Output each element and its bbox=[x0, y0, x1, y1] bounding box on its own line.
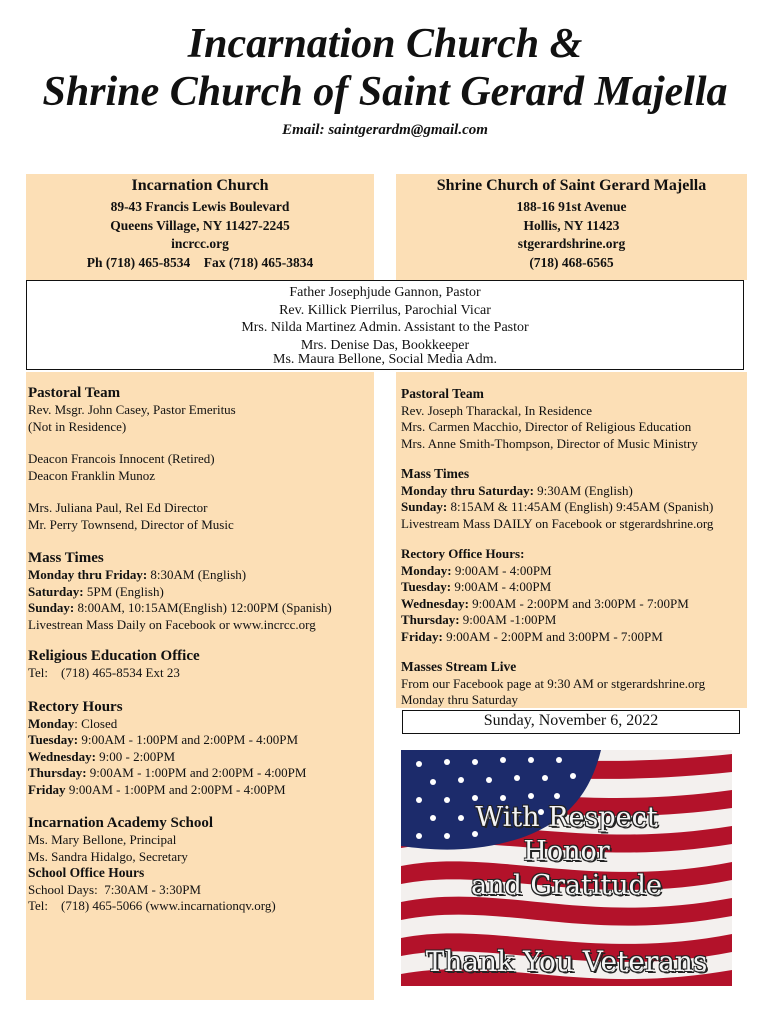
staff-line: Mrs. Nilda Martinez Admin. Assistant to the Pastor bbox=[241, 320, 529, 335]
left-mass-title: Mass Times bbox=[28, 550, 104, 566]
left-mass-sunday-value: 8:00AM, 10:15AM(English) 12:00PM (Spanish) bbox=[74, 600, 332, 615]
right-mass-weekday bbox=[401, 483, 747, 500]
right-mass-weekday-label: Monday thru Saturday: bbox=[401, 482, 534, 498]
left-mass-saturday-label: Saturday: bbox=[28, 583, 84, 599]
academy-tel: Tel: (718) 465-5066 (www.incarnationqv.org) bbox=[28, 898, 276, 913]
incarnation-contact-panel bbox=[26, 174, 374, 280]
left-pastoral-line: Mr. Perry Townsend, Director of Music bbox=[28, 516, 234, 532]
left-pastoral-line: Mrs. Juliana Paul, Rel Ed Director bbox=[28, 500, 208, 515]
right-rectory-wednesday bbox=[401, 596, 747, 613]
bulletin-date: Sunday, November 6, 2022 bbox=[402, 710, 740, 734]
right-rectory-monday bbox=[401, 563, 747, 580]
right-pastoral-line: Mrs. Carmen Macchio, Director of Religious Education bbox=[401, 419, 692, 434]
left-rectory-wednesday-label: Wednesday: bbox=[28, 748, 96, 764]
left-mass-saturday-value: 5PM (English) bbox=[83, 583, 164, 599]
right-rectory-monday-value: 9:00AM - 4:00PM bbox=[451, 562, 552, 578]
left-rectory-wednesday bbox=[28, 749, 374, 766]
right-mass-livestream: Livestream Mass DAILY on Facebook or stgerardshrine.org bbox=[401, 515, 714, 531]
shrine-phone: (718) 468-6565 bbox=[529, 254, 614, 270]
left-rectory-tuesday bbox=[28, 732, 374, 749]
flag-text-line-3: and Gratitude bbox=[471, 870, 662, 901]
right-pastoral-line: Mrs. Anne Smith-Thompson, Director of Music Ministry bbox=[401, 435, 698, 451]
incarnation-website: incrcc.org bbox=[171, 236, 229, 251]
page-title-line-1: Incarnation Church & bbox=[187, 21, 583, 67]
right-pastoral-line: Rev. Joseph Tharackal, In Residence bbox=[401, 402, 592, 418]
left-pastoral-title: Pastoral Team bbox=[28, 385, 121, 401]
left-rectory-monday bbox=[28, 716, 374, 733]
left-rectory-thursday bbox=[28, 765, 374, 782]
right-rectory-friday bbox=[401, 629, 747, 646]
left-rectory-friday-label: Friday bbox=[28, 781, 66, 797]
shared-staff-box bbox=[26, 280, 744, 370]
page-title-line-2: Shrine Church of Saint Gerard Majella bbox=[42, 69, 728, 115]
incarnation-details-panel bbox=[26, 372, 374, 1000]
left-mass-sunday bbox=[28, 600, 374, 617]
right-rectory-monday-label: Monday: bbox=[401, 562, 452, 578]
incarnation-name: Incarnation Church bbox=[131, 177, 269, 194]
left-rectory-tuesday-label: Tuesday: bbox=[28, 732, 79, 747]
left-rectory-title: Rectory Hours bbox=[28, 698, 123, 715]
left-rectory-monday-label: Monday bbox=[28, 715, 75, 731]
left-pastoral-line: Rev. Msgr. John Casey, Pastor Emeritus bbox=[28, 402, 236, 417]
stream-title: Masses Stream Live bbox=[401, 659, 517, 674]
right-rectory-tuesday-value: 9:00AM - 4:00PM bbox=[451, 579, 552, 594]
right-rectory-friday-value: 9:00AM - 2:00PM and 3:00PM - 7:00PM bbox=[442, 628, 663, 644]
left-rectory-monday-value: : Closed bbox=[74, 715, 118, 731]
right-rectory-tuesday-label: Tuesday: bbox=[401, 579, 452, 594]
shrine-address-line-1: 188-16 91st Avenue bbox=[516, 199, 627, 214]
right-rectory-tuesday bbox=[401, 579, 747, 596]
right-mass-sunday-value: 8:15AM & 11:45AM (English) 9:45AM (Spanish) bbox=[447, 499, 714, 514]
right-pastoral-title: Pastoral Team bbox=[401, 386, 484, 401]
left-rectory-friday-value: 9:00AM - 1:00PM and 2:00PM - 4:00PM bbox=[65, 781, 286, 797]
right-mass-sunday-label: Sunday: bbox=[401, 499, 448, 514]
shrine-website: stgerardshrine.org bbox=[517, 236, 626, 251]
right-mass-sunday bbox=[401, 499, 747, 516]
flag-text-line-4: Thank You Veterans bbox=[425, 945, 708, 978]
flag-text-line-2: Honor bbox=[523, 836, 610, 867]
staff-line: Ms. Maura Bellone, Social Media Adm. bbox=[273, 352, 497, 367]
shrine-contact-panel bbox=[396, 174, 747, 280]
staff-line: Rev. Killick Pierrilus, Parochial Vicar bbox=[279, 302, 491, 318]
left-rectory-thursday-label: Thursday: bbox=[28, 765, 87, 780]
academy-days: School Days: 7:30AM - 3:30PM bbox=[28, 881, 201, 897]
left-rectory-tuesday-value: 9:00AM - 1:00PM and 2:00PM - 4:00PM bbox=[78, 732, 299, 747]
staff-line: Mrs. Denise Das, Bookkeeper bbox=[300, 337, 470, 353]
academy-title: Incarnation Academy School bbox=[28, 815, 214, 831]
shrine-address-line-2: Hollis, NY 11423 bbox=[523, 217, 620, 233]
right-rectory-friday-label: Friday: bbox=[401, 628, 443, 644]
right-rectory-thursday-label: Thursday: bbox=[401, 612, 460, 627]
right-mass-title: Mass Times bbox=[401, 466, 470, 481]
left-mass-weekday bbox=[28, 567, 374, 584]
incarnation-phone-fax: Ph (718) 465-8534 Fax (718) 465-3834 bbox=[86, 254, 314, 270]
right-rectory-thursday bbox=[401, 612, 747, 629]
left-mass-weekday-value: 8:30AM (English) bbox=[147, 567, 247, 582]
right-rectory-title: Rectory Office Hours: bbox=[401, 546, 525, 561]
left-rectory-wednesday-value: 9:00 - 2:00PM bbox=[95, 748, 175, 764]
shrine-details-panel bbox=[396, 372, 747, 708]
shrine-name: Shrine Church of Saint Gerard Majella bbox=[436, 177, 707, 194]
left-mass-sunday-label: Sunday: bbox=[28, 600, 75, 615]
incarnation-address-line-1: 89-43 Francis Lewis Boulevard bbox=[110, 199, 290, 214]
left-mass-weekday-label: Monday thru Friday: bbox=[28, 567, 148, 582]
left-mass-livestream: Livestrean Mass Daily on Facebook or www.incrcc.org bbox=[28, 616, 316, 632]
right-mass-weekday-value: 9:30AM (English) bbox=[533, 482, 633, 498]
left-rectory-friday bbox=[28, 782, 374, 799]
contact-email: Email: saintgerardm@gmail.com bbox=[282, 122, 488, 138]
incarnation-address-line-2: Queens Village, NY 11427-2245 bbox=[110, 217, 290, 233]
academy-secretary: Ms. Sandra Hidalgo, Secretary bbox=[28, 848, 188, 864]
religious-education-tel: Tel: (718) 465-8534 Ext 23 bbox=[28, 665, 180, 680]
veterans-flag-image bbox=[401, 750, 732, 986]
religious-education-title: Religious Education Office bbox=[28, 648, 200, 664]
academy-principal: Ms. Mary Bellone, Principal bbox=[28, 832, 177, 847]
left-pastoral-line: (Not in Residence) bbox=[28, 418, 127, 434]
left-mass-saturday bbox=[28, 584, 374, 601]
right-rectory-wednesday-value: 9:00AM - 2:00PM and 3:00PM - 7:00PM bbox=[468, 595, 689, 611]
left-pastoral-line: Deacon Francois Innocent (Retired) bbox=[28, 451, 215, 466]
flag-text-line-1: With Respect bbox=[475, 802, 658, 833]
stream-line-1: From our Facebook page at 9:30 AM or stgerardshrine.org bbox=[401, 675, 706, 691]
left-pastoral-line: Deacon Franklin Munoz bbox=[28, 467, 156, 483]
stream-line-2: Monday thru Saturday bbox=[401, 692, 518, 707]
right-rectory-thursday-value: 9:00AM -1:00PM bbox=[459, 612, 557, 627]
right-rectory-wednesday-label: Wednesday: bbox=[401, 595, 469, 611]
academy-office-title: School Office Hours bbox=[28, 865, 145, 880]
left-rectory-thursday-value: 9:00AM - 1:00PM and 2:00PM - 4:00PM bbox=[86, 765, 307, 780]
staff-line: Father Josephjude Gannon, Pastor bbox=[289, 285, 481, 300]
